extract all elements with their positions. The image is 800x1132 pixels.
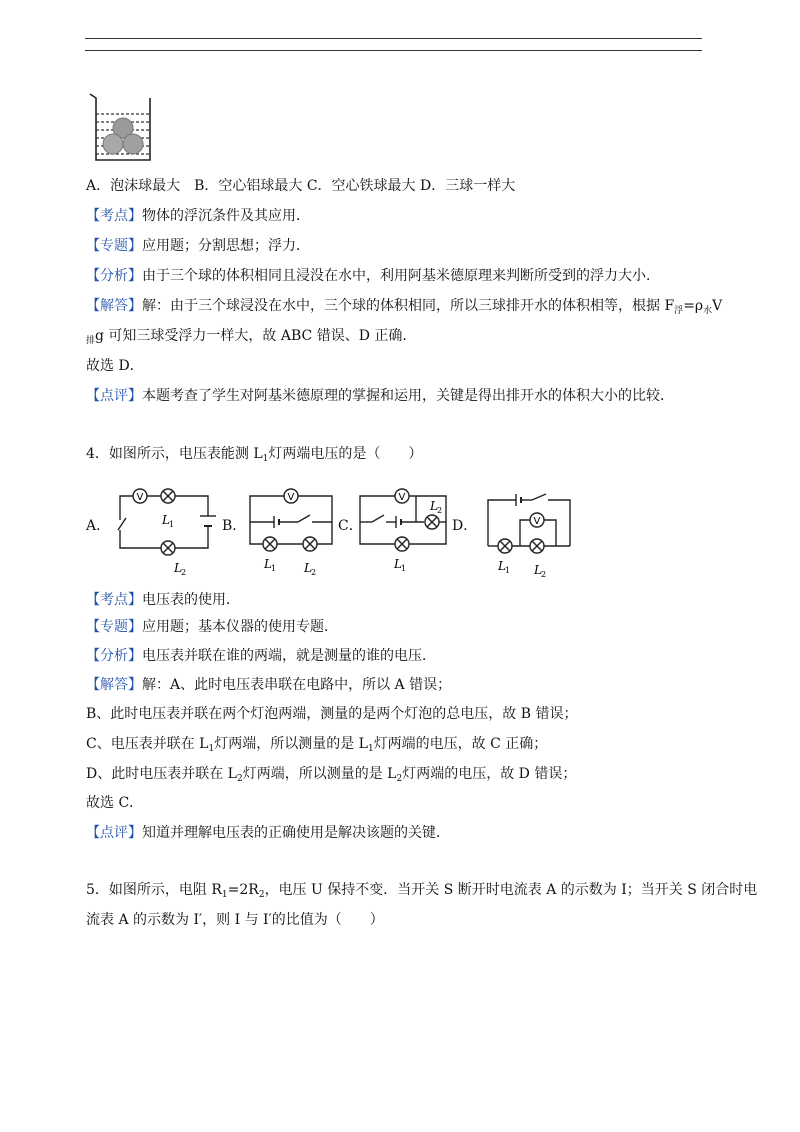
svg-text:2: 2 [437,506,443,515]
q4-zhuanti: 【专题】应用题；基本仪器的使用专题． [86,619,338,635]
svg-text:L: L [394,557,402,571]
q4-option-b-label: B． [222,518,247,534]
q4-jieda-line4: D、此时电压表并联在 $L_2$灯两端，所以测量的是 $L_2$灯两端的电压，故 D 错误； [86,766,577,784]
q3-zhuanti: 【专题】应用题；分割思想；浮力． [86,238,310,254]
circuit-b [244,486,344,576]
q4-jieda-line1: 【解答】解：A、此时电压表串联在电路中，所以 A 错误； [86,677,452,693]
q4-answer: 故选 C． [86,795,144,811]
svg-text:1: 1 [271,564,277,573]
fenxi-tag: 【分析】 [86,268,142,284]
svg-text:2: 2 [541,570,547,578]
beaker-figure [86,90,158,164]
circuit-d [476,486,586,578]
svg-text:1: 1 [169,520,175,529]
q3-options: A．泡沫球最大 B．空心铝球最大 C．空心铁球最大 D．三球一样大 [86,178,516,194]
zhuanti-tag: 【专题】 [86,238,142,254]
dianping-tag: 【点评】 [86,388,142,404]
header-rule-top [85,38,702,39]
q4-option-a-label: A． [86,518,111,534]
svg-text:L: L [264,557,272,571]
svg-text:L: L [174,561,182,575]
jieda-tag: 【解答】 [86,298,142,314]
circuit-a [108,486,218,576]
svg-text:V: V [398,492,406,503]
q3-answer: 故选 D． [86,358,144,374]
svg-text:L: L [304,561,312,575]
svg-text:L: L [498,559,506,573]
q3-dianping: 【点评】本题考查了学生对阿基米德原理的掌握和运用，关键是得出排开水的体积大小的比较． [86,388,674,404]
svg-text:1: 1 [401,564,407,573]
q4-fenxi: 【分析】电压表并联在谁的两端，就是测量的谁的电压． [86,648,436,664]
q4-stem: 4．如图所示，电压表能测 $L_1$灯两端电压的是（ ） [86,446,423,464]
svg-text:L: L [430,499,438,513]
svg-text:2: 2 [181,568,187,576]
q4-option-d-label: D． [452,518,478,534]
svg-text:V: V [287,492,295,503]
svg-text:L: L [162,513,170,527]
header-rule-bottom [85,50,702,51]
svg-text:V: V [533,516,541,527]
svg-text:1: 1 [505,566,511,575]
q3-fenxi: 【分析】由于三个球的体积相同且浸没在水中，利用阿基米德原理来判断所受到的浮力大小． [86,268,660,284]
q4-jieda-line2: B、此时电压表并联在两个灯泡两端，测量的是两个灯泡的总电压，故 B 错误； [86,706,578,722]
q3-jieda-line2: $_排$g 可知三球受浮力一样大，故 ABC 错误、D 正确． [86,328,417,346]
q5-stem-line2: 流表 A 的示数为 I′，则 I 与 I′的比值为（ ） [86,912,384,928]
q4-option-c-label: C． [338,518,363,534]
q4-kaodian: 【考点】电压表的使用． [86,592,240,608]
q3-kaodian: 【考点】物体的浮沉条件及其应用． [86,208,310,224]
kaodian-tag: 【考点】 [86,208,142,224]
svg-text:2: 2 [311,568,317,576]
q3-jieda-line1: 【解答】解：由于三个球浸没在水中，三个球的体积相同，所以三球排开水的体积相等，根据 $F_浮=\rho_水V$ [86,298,723,316]
q4-jieda-line3: C、电压表并联在 $L_1$灯两端，所以测量的是 $L_1$灯两端的电压，故 C 正确； [86,736,548,754]
q4-dianping: 【点评】知道并理解电压表的正确使用是解决该题的关键． [86,825,450,841]
q5-stem-line1: 5．如图所示，电阻 $R_1=2R_2$，电压 U 保持不变．当开关 S 断开时电流表 A 的示数为 I；当开关 S 闭合时电 [86,882,758,900]
circuit-c [356,486,456,576]
svg-text:L: L [534,563,542,577]
voltmeter-label: V [136,492,144,503]
